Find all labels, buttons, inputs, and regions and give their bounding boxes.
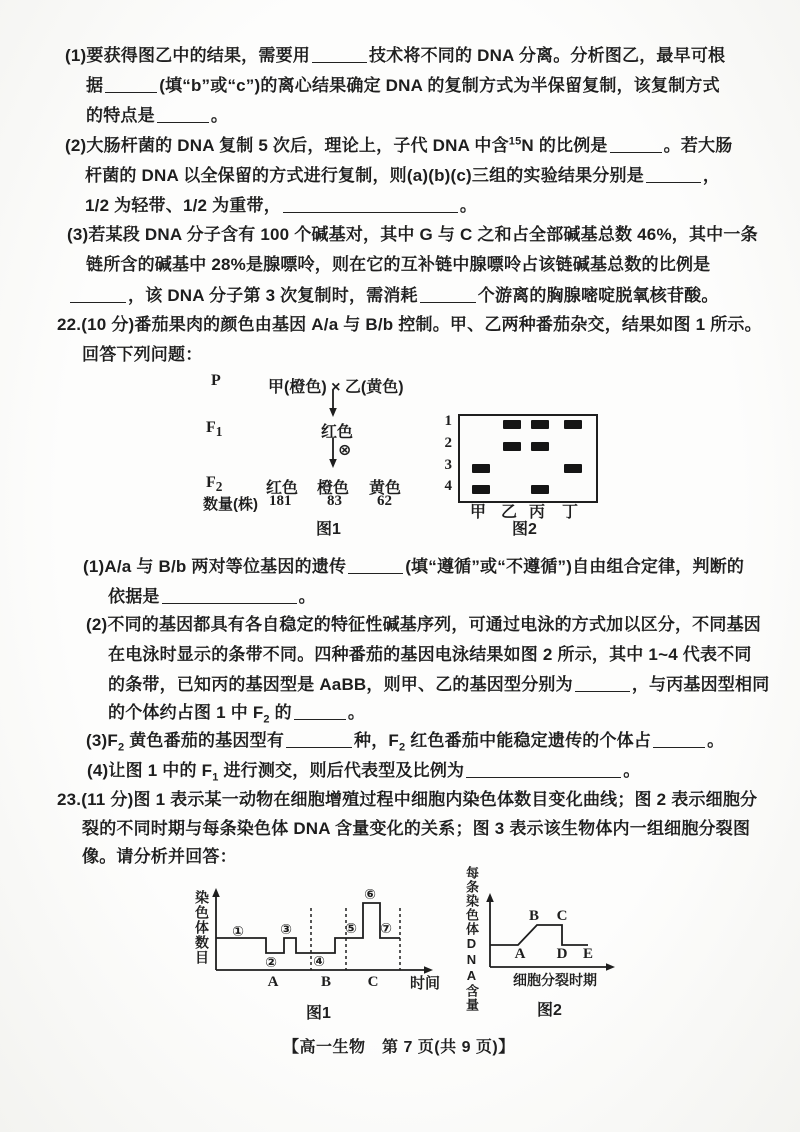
page-footer: 【高一生物 第 7 页(共 9 页)】 bbox=[283, 1039, 515, 1056]
fill-in-blank bbox=[348, 557, 403, 574]
text-segment: 技术将不同的 DNA 分离。分析图乙，最早可根 bbox=[368, 46, 726, 66]
line-q22-1-2 bbox=[108, 585, 316, 607]
f1-phenotype: 红色 bbox=[321, 424, 354, 441]
text-segment: 红色番茄中能稳定遗传的个体占 bbox=[405, 731, 652, 751]
subscript: 2 bbox=[399, 741, 406, 754]
text-segment: 。 bbox=[707, 731, 725, 751]
text-segment: (2)大肠杆菌的 DNA 复制 5 次后，理论上，子代 DNA 中含 bbox=[65, 136, 509, 156]
text-segment: 裂的不同时期与每条染色体 DNA 含量变化的关系；图 3 表示该生物体内一组细胞分裂图 bbox=[82, 819, 751, 838]
f2-count-yellow: 62 bbox=[377, 493, 392, 509]
chart2-point-A: A bbox=[514, 946, 526, 962]
text-segment: 的 bbox=[269, 703, 292, 723]
chart1-phase-C: C bbox=[367, 974, 379, 990]
text-segment: 。 bbox=[347, 703, 366, 723]
chart1-x-axis-label: 时间 bbox=[410, 975, 441, 992]
line-q22-2-4 bbox=[108, 701, 366, 726]
fill-in-blank bbox=[162, 587, 297, 604]
text-segment: F bbox=[206, 474, 216, 491]
gel-band bbox=[564, 420, 582, 429]
line-q21-2-1 bbox=[65, 134, 732, 156]
line-q22-head-1 bbox=[57, 314, 762, 335]
gel-row-label-4: 4 bbox=[444, 478, 452, 494]
f2-phenotype-orange: 橙色 bbox=[317, 480, 350, 497]
f1-generation-label bbox=[206, 419, 222, 440]
line-q22-head-2 bbox=[82, 344, 202, 365]
line-q22-4-1 bbox=[87, 759, 641, 784]
gel-band bbox=[531, 485, 549, 494]
self-cross-icon: ⊗ bbox=[338, 442, 352, 459]
text-segment: 的条带，已知丙的基因型是 AaBB，则甲、乙的基因型分别为 bbox=[108, 675, 573, 695]
line-q23-head-3 bbox=[82, 846, 237, 867]
gel-band bbox=[472, 485, 490, 494]
text-segment: (4)让图 1 中的 F bbox=[87, 761, 213, 781]
text-segment: 在电泳时显示的条带不同。四种番茄的基因电泳结果如图 2 所示，其中 1~4 代表不同 bbox=[108, 645, 752, 664]
chart2-point-D: D bbox=[556, 946, 568, 962]
subscript: 1 bbox=[212, 771, 219, 784]
text-segment: 个游离的胸腺嘧啶脱氧核苷酸。 bbox=[477, 286, 719, 306]
fill-in-blank bbox=[466, 761, 621, 778]
line-q22-2-2 bbox=[108, 644, 752, 665]
text-segment: (填“b”或“c”)的离心结果确定 DNA 的复制方式为半保留复制，该复制方式 bbox=[159, 76, 720, 96]
fill-in-blank bbox=[646, 166, 701, 183]
text-segment: 杆菌的 DNA 以全保留的方式进行复制，则(a)(b)(c)三组的实验结果分别是 bbox=[85, 166, 644, 186]
text-segment: 回答下列问题： bbox=[82, 345, 203, 364]
f2-phenotype-yellow: 黄色 bbox=[369, 480, 402, 497]
text-segment: (填“遵循”或“不遵循”)自由组合定律，判断的 bbox=[405, 557, 745, 577]
line-q21-3-2 bbox=[86, 254, 710, 275]
chart1-marker-3: ③ bbox=[280, 922, 292, 938]
chart2-point-E: E bbox=[582, 946, 594, 962]
chart1-caption: 图1 bbox=[306, 1005, 331, 1022]
text-segment: 像。请分析并回答： bbox=[82, 847, 237, 866]
text-segment: 的特点是 bbox=[86, 106, 155, 126]
gel-lane-ding: 丁 bbox=[562, 504, 579, 521]
superscript: 15 bbox=[508, 135, 522, 148]
fill-in-blank bbox=[105, 76, 157, 93]
subscript: 2 bbox=[117, 741, 125, 754]
f2-count-red: 181 bbox=[269, 493, 292, 509]
chart1-marker-6: ⑥ bbox=[364, 887, 376, 903]
gel-lane-bing: 丙 bbox=[529, 504, 546, 521]
text-segment: ，该 DNA 分子第 3 次复制时，需消耗 bbox=[128, 286, 418, 306]
text-segment: 23.(11 分)图 1 表示某一动物在细胞增殖过程中细胞内染色体数目变化曲线；图 2 表示细胞分 bbox=[57, 790, 758, 809]
text-segment: 。 bbox=[298, 587, 316, 607]
chart1-phase-A: A bbox=[267, 974, 279, 990]
text-segment: (1)要获得图乙中的结果，需要用 bbox=[65, 46, 310, 66]
gel-band bbox=[503, 420, 521, 429]
line-q21-2-3 bbox=[85, 194, 477, 216]
chart1-y-axis-label: 染色体数目 bbox=[194, 890, 210, 965]
chart2-y-axis-label: 每条染色体DNA含量 bbox=[464, 866, 479, 1012]
parent-cross-text: 甲(橙色) × 乙(黄色) bbox=[268, 379, 404, 396]
line-q22-1-1 bbox=[83, 555, 744, 577]
text-segment: (3)若某段 DNA 分子含有 100 个碱基对，其中 G 与 C 之和占全部碱基总数 46%，其中一条 bbox=[67, 225, 758, 244]
text-segment: ，与丙基因型相同 bbox=[631, 675, 770, 695]
figure2-caption: 图2 bbox=[512, 521, 537, 538]
figure1-caption: 图1 bbox=[316, 521, 341, 538]
text-segment: 。 bbox=[623, 761, 641, 781]
line-q23-head-1 bbox=[57, 789, 757, 810]
line-q21-2-2 bbox=[85, 164, 720, 186]
chart1-marker-7: ⑦ bbox=[380, 921, 392, 937]
fill-in-blank bbox=[312, 46, 367, 63]
text-segment: N 的比例是 bbox=[521, 136, 608, 156]
text-segment: (2)不同的基因都具有各自稳定的特征性碱基序列，可通过电泳的方式加以区分，不同基因 bbox=[86, 615, 761, 634]
chart2-point-C: C bbox=[556, 908, 568, 924]
line-q21-1-1 bbox=[65, 44, 725, 66]
text-segment: (3)F bbox=[86, 731, 118, 751]
gel-row-label-1: 1 bbox=[444, 413, 452, 429]
f2-phenotype-red: 红色 bbox=[266, 480, 299, 497]
line-q22-2-1 bbox=[86, 614, 761, 635]
text-segment: F bbox=[206, 419, 216, 436]
line-q22-3-1 bbox=[86, 729, 725, 754]
chart2-caption: 图2 bbox=[537, 1002, 562, 1019]
fill-in-blank bbox=[286, 731, 352, 748]
count-row-label: 数量(株) bbox=[203, 496, 258, 513]
chart1-marker-5: ⑤ bbox=[345, 921, 357, 937]
text-segment: 种，F bbox=[354, 731, 400, 751]
subscript: 2 bbox=[215, 479, 223, 495]
gel-lane-yi: 乙 bbox=[501, 504, 518, 521]
line-q21-3-1 bbox=[67, 224, 758, 245]
text-segment: 进行测交，则后代表型及比例为 bbox=[218, 761, 465, 781]
gel-box bbox=[458, 414, 598, 503]
chart2-point-B: B bbox=[528, 908, 540, 924]
line-q23-head-2 bbox=[82, 818, 750, 839]
text-segment: 链所含的碱基中 28%是腺嘌呤，则在它的互补链中腺嘌呤占该链碱基总数的比例是 bbox=[86, 255, 711, 274]
chart1-marker-1: ① bbox=[232, 924, 244, 940]
gel-band bbox=[564, 464, 582, 473]
f2-generation-label bbox=[206, 474, 222, 495]
fill-in-blank bbox=[610, 136, 662, 153]
fill-in-blank bbox=[294, 703, 346, 720]
text-segment: 。 bbox=[459, 196, 478, 216]
subscript: 2 bbox=[263, 713, 270, 726]
text-segment: 依据是 bbox=[108, 587, 160, 607]
subscript: 1 bbox=[215, 424, 223, 440]
chart1-phase-B: B bbox=[320, 974, 332, 990]
fill-in-blank bbox=[575, 675, 630, 692]
text-segment: 22.(10 分)番茄果肉的颜色由基因 A/a 与 B/b 控制。甲、乙两种番茄杂交，结果如图 1 所示。 bbox=[57, 315, 762, 334]
fill-in-blank bbox=[157, 106, 209, 123]
gel-band bbox=[503, 442, 521, 451]
text-segment: 的个体约占图 1 中 F bbox=[108, 703, 264, 723]
gel-lane-jia: 甲 bbox=[470, 504, 487, 521]
fill-in-blank bbox=[420, 286, 476, 303]
fill-in-blank bbox=[653, 731, 705, 748]
text-segment: 黄色番茄的基因型有 bbox=[124, 731, 285, 751]
gel-row-label-2: 2 bbox=[444, 435, 452, 451]
chart1-marker-4: ④ bbox=[313, 954, 325, 970]
p-generation-label: P bbox=[211, 372, 221, 389]
line-q21-1-3 bbox=[86, 104, 228, 126]
f2-count-orange: 83 bbox=[327, 493, 342, 509]
line-q21-1-2 bbox=[86, 74, 720, 96]
text-segment: (1)A/a 与 B/b 两对等位基因的遗传 bbox=[83, 557, 347, 577]
line-q22-2-3 bbox=[108, 673, 769, 695]
chart1-marker-2: ② bbox=[265, 955, 277, 971]
text-segment: ， bbox=[702, 166, 721, 186]
fill-in-blank bbox=[283, 196, 458, 213]
gel-band bbox=[472, 464, 490, 473]
text-segment: 。 bbox=[210, 106, 229, 126]
gel-row-label-3: 3 bbox=[444, 457, 452, 473]
text-segment: 1/2 为轻带、1/2 为重带， bbox=[85, 196, 281, 216]
line-q21-3-3 bbox=[68, 284, 719, 306]
gel-band bbox=[531, 442, 549, 451]
chart2-x-axis-label: 细胞分裂时期 bbox=[513, 972, 597, 988]
text-segment: 据 bbox=[86, 76, 104, 96]
gel-band bbox=[531, 420, 549, 429]
text-segment: 。若大肠 bbox=[663, 136, 733, 156]
fill-in-blank bbox=[70, 286, 126, 303]
